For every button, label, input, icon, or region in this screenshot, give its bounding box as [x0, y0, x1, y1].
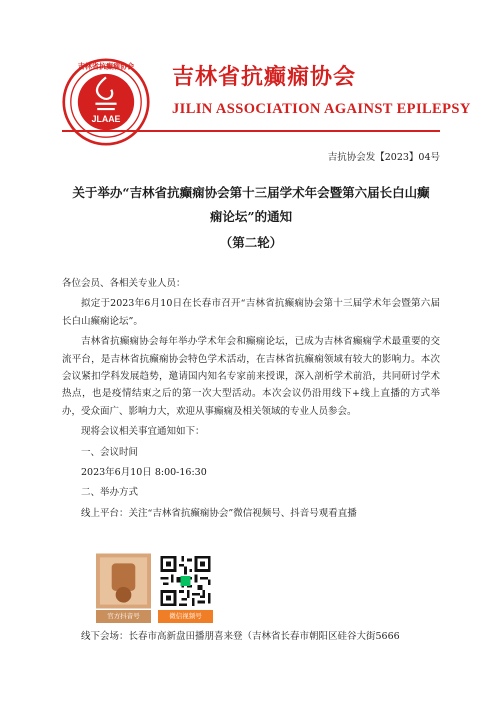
organization-name-cn: 吉林省抗癫痫协会	[172, 64, 357, 90]
salutation: 各位会员、各相关专业人员：	[62, 278, 186, 289]
paragraph-background: 吉林省抗癫痫协会每年举办学术年会和癫痫论坛，已成为吉林省癫痫学术最重要的交流平台，是吉林省抗癫痫协会特色学术活动，在吉林省抗癫痫领域有较大的影响力。本次会议紧扣学科发展趋势，邀请国内知名专家前来授课，深入剖析学术前沿，共同研讨学术热点，也是疫情结束之后的第一次大型活动。本次会议仍沿用线下+线上直播的方式举办，受众面广、影响力大，欢迎从事癫痫及相关领域的专业人员参会。	[62, 336, 440, 417]
section-format-heading: 二、举办方式	[81, 487, 139, 499]
document-number: 吉抗协会发【2023】04号	[327, 152, 440, 163]
notice-title-line1: 关于举办“吉林省抗癫痫协会第十三届学术年会暨第六届长白山癫	[72, 185, 430, 200]
logo-ring-text: 吉林省抗癫痫协会	[77, 61, 135, 71]
qr-codes	[96, 553, 216, 623]
paragraph-intro: 现将会议相关事宜通知如下：	[81, 426, 205, 438]
association-logo	[62, 58, 150, 146]
logo-abbrev: JLAAE	[91, 114, 121, 125]
notice-body	[62, 275, 440, 525]
douyin-qr-image[interactable]	[96, 553, 151, 609]
notice-title-line2: 痫论坛”的通知	[209, 209, 293, 224]
section-time-value: 2023年6月10日 8:00-16:30	[81, 467, 207, 479]
header-divider	[62, 130, 440, 132]
notice-round: （第二轮）	[219, 235, 283, 250]
wechat-caption: 微信视频号	[158, 610, 213, 623]
paragraph-date-venue: 拟定于2023年6月10日在长春市召开“吉林省抗癫痫协会第十三届学术年会暨第六届长白山癫痫论坛”。	[62, 298, 440, 327]
letterhead	[0, 0, 500, 130]
notice-title	[62, 181, 440, 229]
offline-venue: 线下会场：长春市高新盘田播朋喜来登（吉林省长春市朝阳区硅谷大街5666	[81, 631, 400, 642]
organization-name-en: JILIN ASSOCIATION AGAINST EPILEPSY	[172, 101, 471, 117]
online-platform: 线上平台：关注“吉林省抗癫痫协会”微信视频号、抖音号观看直播	[81, 507, 357, 519]
douyin-caption: 官方抖音号	[96, 610, 151, 623]
section-time-heading: 一、会议时间	[81, 446, 139, 458]
wechat-qr-code[interactable]	[158, 553, 213, 609]
